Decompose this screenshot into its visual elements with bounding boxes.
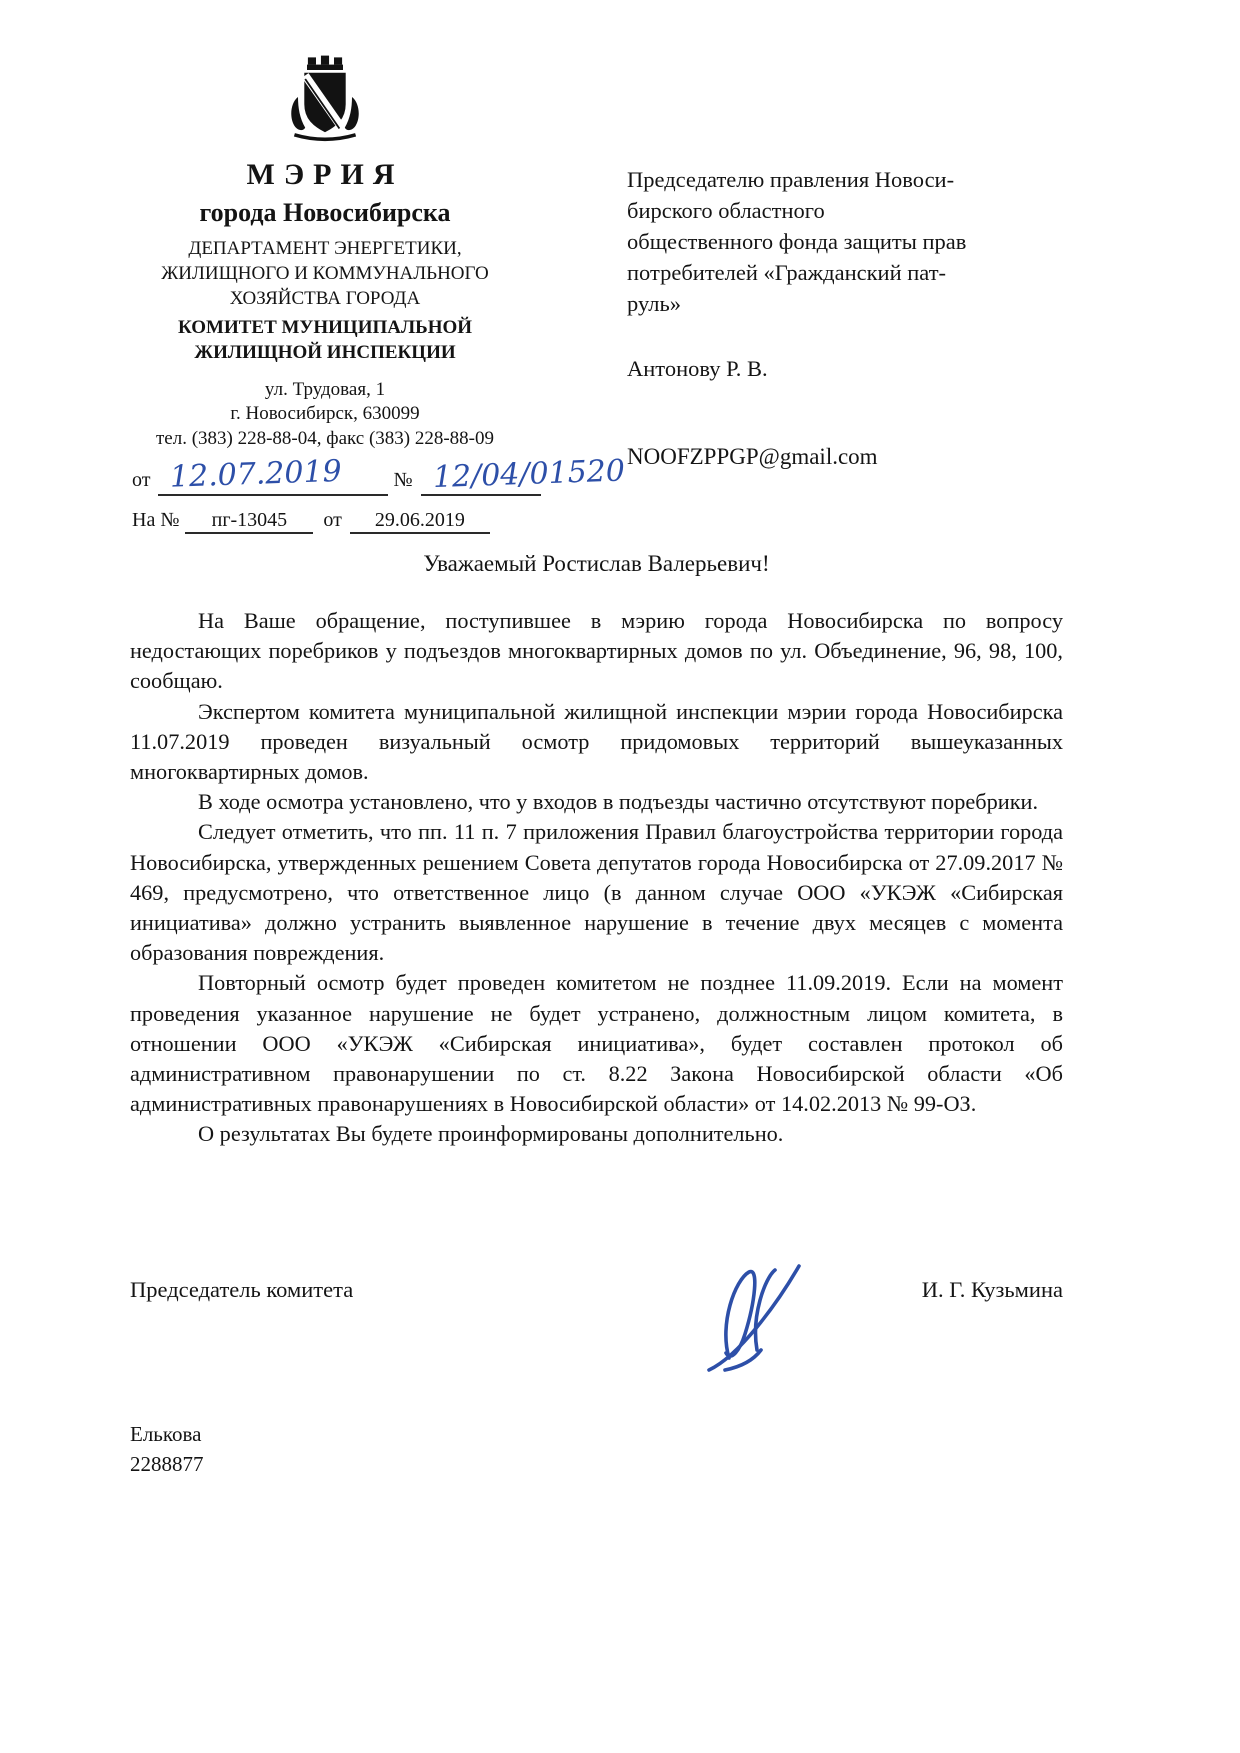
body-paragraph: О результатах Вы будете проинформированы дополнительно. [198,1121,784,1147]
address-street: ул. Трудовая, 1 [264,379,386,400]
body-paragraph: Повторный осмотр будет проведен комитетом не позднее 11.09.2019. Если на момент проведения указанное нарушение не будет устранено, должностным лицом комитета, в отношении ООО «УКЭЖ «Сибирская инициатива», будет составлен протокол об административном правонарушении по ст. 8.22 Закона Новосибирской области «Об административных правонарушениях в Новосибирской области» от 14.02.2013 № 99-ОЗ. [130,970,1063,1117]
executor-phone: 2288877 [130,1452,204,1476]
department-line: ХОЗЯЙСТВА ГОРОДА [229,288,421,309]
executor-name: Елькова [130,1422,202,1446]
handwritten-date: 12.07.2019 [169,453,343,495]
sender-address [116,378,534,451]
outgoing-number-field [421,453,626,496]
sender-phone: тел. (383) 228-88-04, факс (383) 228-88-09 [155,428,495,449]
salutation: Уважаемый Ростислав Валерьевич! [423,551,770,576]
executor-block [130,1419,204,1479]
incoming-from-label: от [323,509,342,531]
body-paragraph: Следует отметить, что пп. 11 п. 7 приложения Правил благоустройства территории города Новосибирска, утвержденных решением Совета депутатов города Новосибирска от 27.09.2017 № 469, предусмотрено, что ответственное лицо (в данном случае ООО «УКЭЖ «Сибирская инициатива» должно устранить выявленное нарушение в течение двух месяцев с момента образования повреждения. [130,819,1063,966]
department-name [116,236,534,311]
outgoing-from-label: от [132,469,151,491]
recipient-name: Антонову Р. В. [627,356,768,381]
department-line: ДЕПАРТАМЕНТ ЭНЕРГЕТИКИ, [188,238,462,259]
org-name-main: МЭРИЯ [246,158,404,191]
recipient-email: NOOFZPPGP@gmail.com [627,444,878,469]
outgoing-no-label: № [393,469,413,491]
coat-of-arms-icon [277,52,373,142]
outgoing-date-field [158,453,388,496]
committee-name [116,315,534,365]
incoming-ref-date: 29.06.2019 [350,509,490,534]
address-city: г. Новосибирск, 630099 [230,403,420,424]
incoming-ref-number: пг-13045 [185,509,313,534]
department-line: ЖИЛИЩНОГО И КОММУНАЛЬНОГО [161,263,489,284]
org-name-city: города Новосибирска [199,198,451,227]
recipient-line: общественного фонда защиты прав [627,229,967,254]
recipient-block [627,164,1077,472]
signoff-row [130,1277,1063,1303]
committee-line: КОМИТЕТ МУНИЦИПАЛЬНОЙ [177,317,473,338]
recipient-line: бирского областного [627,198,825,223]
body-paragraph: Экспертом комитета муниципальной жилищной инспекции мэрии города Новосибирска 11.07.2019 проведен визуальный осмотр придомовых территорий вышеуказанных многоквартирных домов. [130,698,1063,785]
body-paragraph: В ходе осмотра установлено, что у входов в подъезды частично отсутствуют поребрики. [198,789,1039,815]
signoff-position: Председатель комитета [130,1277,354,1302]
recipient-line: руль» [627,291,681,316]
signature-scribble [695,1258,830,1376]
committee-line: ЖИЛИЩНОЙ ИНСПЕКЦИИ [194,342,456,363]
recipient-line: потребителей «Гражданский пат- [627,260,947,285]
letter-body [130,606,1063,1150]
body-paragraph: На Ваше обращение, поступившее в мэрию города Новосибирска по вопросу недостающих поребриков у подъездов многоквартирных домов по ул. Объединение, 96, 98, 100, сообщаю. [130,608,1063,694]
handwritten-number: 12/04/01520 [431,453,626,496]
outgoing-ref-row [116,453,626,503]
incoming-ref-label: На № [132,509,180,531]
sender-block [116,52,626,534]
recipient-line: Председателю правления Новоси- [627,167,955,192]
incoming-ref-row [116,509,534,534]
signoff-name: И. Г. Кузьмина [921,1277,1063,1302]
